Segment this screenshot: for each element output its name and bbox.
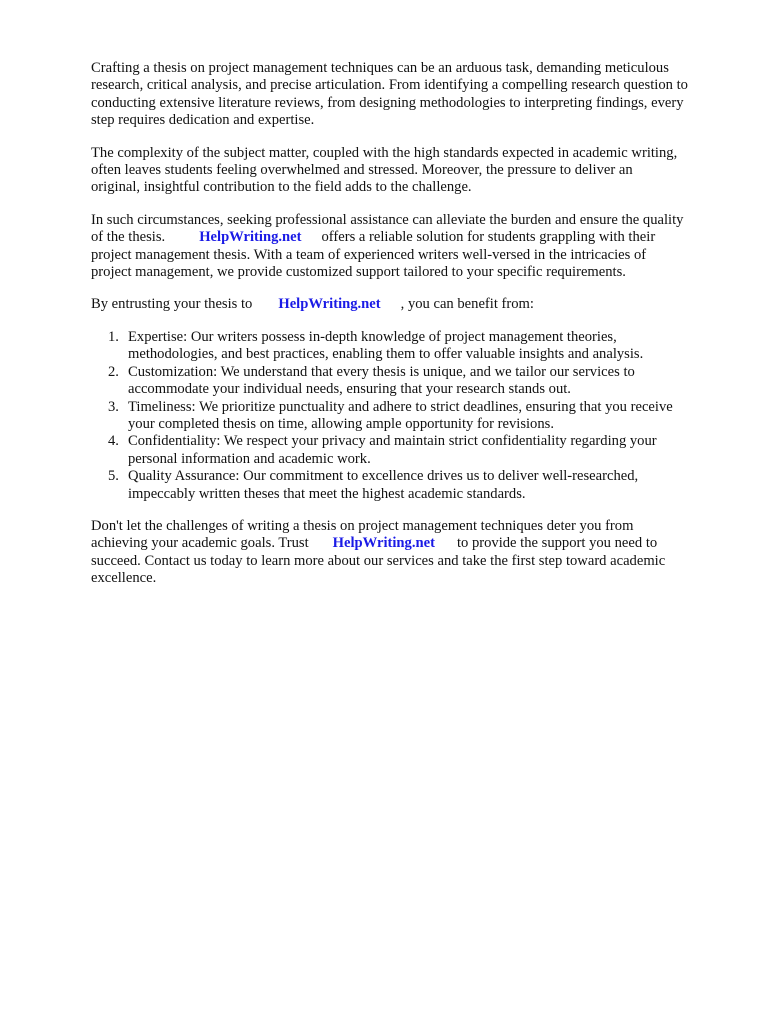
- list-item: [108, 398, 731, 434]
- list-item: [108, 433, 731, 468]
- closing-text-after: to provide the support you need to succeed. Contact us today to learn more about our services and take the first step toward academic excellence.: [91, 535, 666, 587]
- closing-text-before: Don't let the challenges of writing a thesis on project management techniques deter you from achieving your academic goals. Trust: [91, 517, 634, 552]
- list-item-number: 3.: [108, 398, 119, 415]
- helpwriting-link-2[interactable]: HelpWriting.net: [278, 296, 381, 313]
- entrust-text-before: By entrusting your thesis to: [91, 296, 253, 313]
- list-item-text: Expertise: Our writers possess in-depth knowledge of project management theories, methodologies, and best practices, enabling them to offer valuable insights and analysis.: [128, 328, 644, 363]
- helpwriting-link-3[interactable]: HelpWriting.net: [332, 535, 435, 552]
- entrust-paragraph: [91, 296, 731, 313]
- list-item-number: 2.: [108, 363, 119, 380]
- list-item: [108, 328, 731, 364]
- assistance-text-before: In such circumstances, seeking professional assistance can alleviate the burden and ensure the quality of the thesis.: [91, 211, 684, 246]
- list-item-number: 4.: [108, 433, 119, 450]
- complexity-paragraph: The complexity of the subject matter, coupled with the high standards expected in academic writing, often leaves students feeling overwhelmed and stressed. Moreover, the pressure to deliver an original, insightful contribution to the field adds to the challenge.: [91, 144, 678, 196]
- entrust-text-after: , you can benefit from:: [400, 296, 534, 313]
- assistance-paragraph: [91, 212, 731, 282]
- list-item-text: Timeliness: We prioritize punctuality and adhere to strict deadlines, ensuring that you receive your completed thesis on time, allowing ample opportunity for revisions.: [128, 398, 673, 432]
- benefits-list: [91, 329, 731, 503]
- list-item-text: Customization: We understand that every thesis is unique, and we tailor our services to accommodate your individual needs, ensuring that your research stands out.: [128, 363, 635, 398]
- list-item: [108, 468, 731, 503]
- intro-paragraph: Crafting a thesis on project management techniques can be an arduous task, demanding meticulous research, critical analysis, and precise articulation. From identifying a compelling research question to conducting extensive literature reviews, from designing methodologies to interpreting findings, every step requires dedication and expertise.: [91, 60, 688, 129]
- list-item-number: 1.: [108, 328, 119, 345]
- list-item-text: Confidentiality: We respect your privacy and maintain strict confidentiality regarding your personal information and academic work.: [128, 433, 657, 467]
- assistance-text-after: offers a reliable solution for students grappling with their project management thesis. With a team of experienced writers well-versed in the intricacies of project management, we provide customized support tailored to your specific requirements.: [91, 229, 656, 281]
- list-item-text: Quality Assurance: Our commitment to excellence drives us to deliver well-researched, impeccably written theses that meet the highest academic standards.: [128, 468, 639, 502]
- closing-paragraph: [91, 518, 731, 588]
- list-item-number: 5.: [108, 468, 119, 485]
- helpwriting-link-1[interactable]: HelpWriting.net: [199, 229, 302, 246]
- list-item: [108, 363, 731, 399]
- document-page: [91, 60, 731, 603]
